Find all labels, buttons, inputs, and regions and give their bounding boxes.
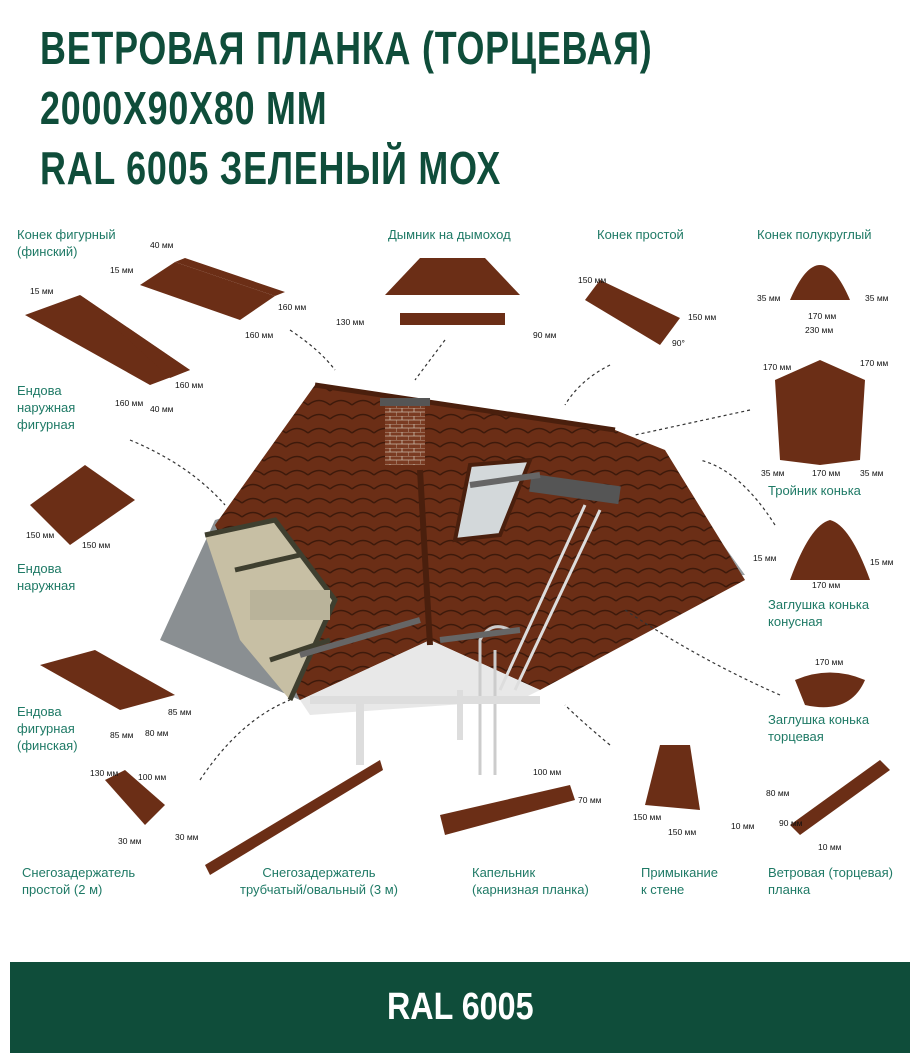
dim-label: 150 мм [578, 275, 607, 285]
label-line: Примыкание [641, 865, 718, 880]
dim-label: 85 мм [110, 730, 134, 740]
label-troynik: Тройник конька [768, 483, 861, 498]
label-endova-naruzhnaya-figurnaya [17, 382, 75, 433]
label-primykanie [641, 864, 718, 898]
label-endova-figurnaya [17, 703, 78, 754]
label-line: трубчатый/овальный (3 м) [240, 882, 398, 897]
dim-label: 160 мм [278, 302, 307, 312]
label-line: Ендова [17, 383, 62, 398]
label-line: Снегозадержатель [22, 865, 136, 880]
label-line: Заглушка конька [768, 597, 870, 612]
dim-label: 80 мм [766, 788, 790, 798]
label-konek-figurny [17, 226, 116, 260]
label-zaglushka-torcevaya [768, 711, 869, 745]
label-line: фигурная [17, 721, 75, 736]
title-line-3: RAL 6005 ЗЕЛЕНЫЙ МОХ [40, 142, 502, 194]
dim-label: 10 мм [818, 842, 842, 852]
dim-label: 90° [672, 338, 685, 348]
dim-label: 15 мм [110, 265, 134, 275]
dim-label: 30 мм [175, 832, 199, 842]
label-line: наружная [17, 578, 76, 593]
dim-label: 170 мм [812, 580, 841, 590]
dim-label: 15 мм [30, 286, 54, 296]
dim-label: 150 мм [688, 312, 717, 322]
dim-label: 40 мм [150, 404, 174, 414]
dim-label: 100 мм [533, 767, 562, 777]
dim-label: 100 мм [138, 772, 167, 782]
dim-label: 80 мм [145, 728, 169, 738]
dim-label: 35 мм [860, 468, 884, 478]
dim-label: 170 мм [812, 468, 841, 478]
label-vetrovaya-planka [768, 864, 893, 898]
label-konek-polukrugly: Конек полукруглый [757, 227, 872, 242]
dim-label: 150 мм [82, 540, 111, 550]
label-line: фигурная [17, 417, 75, 432]
dim-label: 150 мм [668, 827, 697, 837]
dim-label: 130 мм [90, 768, 119, 778]
label-snegozaderzhatel-prostoy [22, 864, 135, 898]
dim-label: 150 мм [633, 812, 662, 822]
footer-text: RAL 6005 [386, 986, 534, 1028]
label-line: торцевая [768, 729, 824, 744]
label-line: Ендова [17, 561, 62, 576]
dim-label: 15 мм [870, 557, 894, 567]
label-line: Капельник [472, 865, 536, 880]
label-line: (карнизная планка) [472, 882, 589, 897]
label-line: Заглушка конька [768, 712, 870, 727]
main-roof [160, 385, 745, 775]
dim-label: 130 мм [336, 317, 365, 327]
label-line: Ендова [17, 704, 62, 719]
label-zaglushka-konusnaya [768, 596, 869, 630]
dim-label: 170 мм [808, 311, 837, 321]
label-line: (финская) [17, 738, 78, 753]
dim-label: 35 мм [761, 468, 785, 478]
footer-banner [10, 962, 910, 1053]
dim-label: 35 мм [757, 293, 781, 303]
label-snegozaderzhatel-trubchaty [240, 864, 398, 898]
dim-label: 15 мм [753, 553, 777, 563]
label-line: конусная [768, 614, 823, 629]
dim-label: 160 мм [175, 380, 204, 390]
title-line-2: 2000Х90Х80 ММ [40, 82, 328, 134]
dim-label: 160 мм [245, 330, 274, 340]
dim-label: 40 мм [150, 240, 174, 250]
label-kapelnik [472, 864, 589, 898]
dim-label: 170 мм [815, 657, 844, 667]
label-line: Ветровая (торцевая) [768, 865, 894, 880]
title-line-1: ВЕТРОВАЯ ПЛАНКА (ТОРЦЕВАЯ) [40, 22, 653, 74]
dim-label: 150 мм [26, 530, 55, 540]
label-endova-naruzhnaya [17, 560, 75, 594]
label-line: планка [768, 882, 811, 897]
dim-label: 35 мм [865, 293, 889, 303]
dim-label: 230 мм [805, 325, 834, 335]
dim-label: 170 мм [763, 362, 792, 372]
dim-label: 90 мм [533, 330, 557, 340]
label-line: Конек фигурный [17, 227, 116, 242]
label-konek-prostoy: Конек простой [597, 227, 684, 242]
label-dymnik: Дымник на дымоход [388, 227, 511, 242]
label-line: наружная [17, 400, 76, 415]
dim-label: 160 мм [115, 398, 144, 408]
dim-label: 90 мм [779, 818, 803, 828]
label-line: Снегозадержатель [262, 865, 376, 880]
dim-label: 30 мм [118, 836, 142, 846]
dim-label: 85 мм [168, 707, 192, 717]
dim-label: 170 мм [860, 358, 889, 368]
label-line: к стене [641, 882, 685, 897]
label-line: простой (2 м) [22, 882, 103, 897]
dim-label: 70 мм [578, 795, 602, 805]
dim-label: 10 мм [731, 821, 755, 831]
label-line: (финский) [17, 244, 78, 259]
